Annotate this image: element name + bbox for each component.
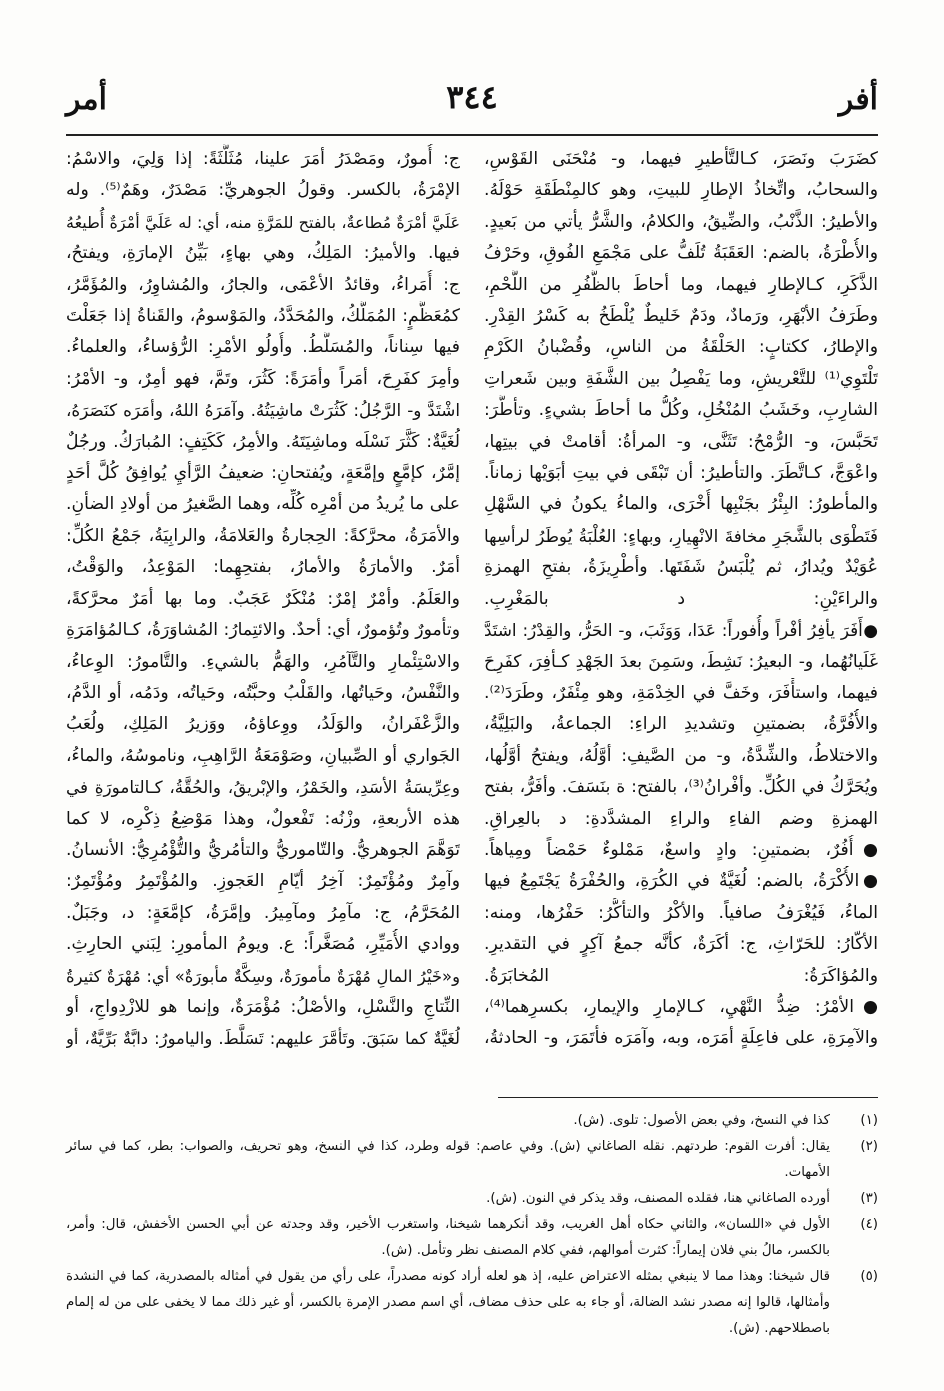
text-line: وعِرِّيسَةُ الأسَدِ، والخَمْرُ، والإبْريقُ، والحُقَّةُ، كـالتامورَةِ في: [66, 777, 460, 798]
text-line: المُحَرَّمُ، ج: مآمِرُ ومآمِيرُ. وإمَّرَةُ، كإمَّعَةٍ: د، وجَبَلٌ.: [66, 902, 460, 923]
text-line: تَحَبَّسَ، و- الرُّمْحُ: تَثَنَّى، و- المرأةُ: أقامتْ في بيتِها،: [484, 431, 878, 452]
footnote-text: يقال: أفرت القوم: طردتهم. نقله الصاغاني (ش). وفي عاصم: قوله وطرد، كذا في النسخ، وهو تحريف، والصواب: بطر، كما في سائر الأمهات.: [66, 1139, 830, 1180]
footnote-text: أورده الصاغاني هنا، فقلده المصنف، وقد يذكر في النون. (ش).: [486, 1191, 830, 1206]
text-line: اشْتَدَّ و- الرَّجُلُ: كَثُرَتْ ماشِيَتُهُ. وآمَرَهُ اللهُ، وأمَرَه كنَصَرَهُ،: [66, 400, 460, 421]
text-line: تَلْتَوِي⁽¹⁾ للتَّعْريشِ، وما يَفْصِلُ بين الشَّفَةِ وبين شَعراتِ: [484, 368, 878, 389]
text-line: والاختلاطُ، والشِّدَّةُ، و- من الصَّيفِ: أوَّلُهُ، ويفتحُ أوَّلُها،: [484, 745, 878, 766]
text-line: والآمِرَةِ، على فاعِلَةٍ أمَرَه، وبه، وآمَرَه فأتَمَرَ، و- الحادثةُ،: [484, 1028, 878, 1049]
text-line: على ما يُريدُ من أمْرِه كُلِّه، وهما الصَّغيرُ من أولادِ الضأنِ.: [66, 494, 460, 515]
text-line: ●أَفَرَ يأفِرُ أفْراً وأُفوراً: عَدَا، وَوَثَبَ، و- الحَرُّ، والقِدْرُ: اشتَدَّ: [484, 620, 878, 641]
text-line: لُغَيَّةٌ كما سَبَقَ. وتَأمَّرَ عليهم: تَسَلَّطَ. واليامورُ: دابَّةٌ بَرِّيَّةٌ، أو: [66, 1029, 460, 1049]
footnote-text: قال شيخنا: وهذا مما لا ينبغي بمثله الاعتراض عليه، إذ هو لعله أراد كونه مصدراً، على رأي من يقول في أمثاله بالمصدرية، كما في النشدة وأمثالها، قالوا إنه مصدر نشد الضالة، أو جاء به على حذف مضاف، أي اسم مصدر الإمرة بالكسر، أو غير ذلك مما لا يخفى على من له إلمام باصطلاحهم. (ش).: [66, 1269, 830, 1336]
footnote: [66, 1108, 878, 1134]
text-line: فيهما، واستأْفَرَ، وخَفَّ في الخِدْمَةِ، وهو مِئْفَرٌ، وطَرَدَ⁽²⁾.: [484, 682, 878, 703]
text-line: غَلَيانُهُما، و- البعيرُ: نَشِطَ، وسَمِنَ بعدَ الجَهْدِ كـأفِرَ، كفَرِحَ: [484, 651, 878, 672]
text-line: فيها. والأميرُ: المَلِكُ، وهي بهاءٍ، بَيِّنُ الإمارَةِ، ويفتحُ،: [66, 243, 460, 264]
footnote-number: (٢): [860, 1139, 878, 1154]
page-number: ٣٤٤: [446, 78, 498, 116]
text-line: إمَّرٌ، كإمَّعٍ وإمَّعَةٍ، ويُفتحانِ: ضعيفُ الرَّأيِ يُوافِقُ كُلَّ أحَدٍ: [66, 463, 460, 484]
text-line: وأمِرَ كفَرِحَ، أمَراً وأمَرَةً: كَثُرَ، وتَمَّ، فهو أمِرٌ، و- الأمْرُ:: [66, 368, 460, 389]
text-line: هذه الأربعةِ، وزْنُه: تَفْعولٌ، وهذا مَوْضِعُ ذِكْرِه، لا كما: [66, 808, 460, 829]
text-line: ويُحَرَّكُ في الكُلِّ. وأفْرانُ⁽³⁾، بالفتح: ة بنَسَفَ. وأفَرُّ، بفتح: [484, 777, 878, 798]
text-line: والمأطورُ: البِئْرُ بجَنْبِها أُخْرَى، والماءُ يكونُ في السَّهْلِ: [484, 494, 878, 515]
text-line: وآمِرٌ ومُؤْتَمِرٌ: آخِرُ أيّامِ العَجوزِ. والمُؤْتَمِرُ ومُؤْتَمِرٌ:: [66, 871, 460, 892]
text-line: والعَلَمُ. وأمْرٌ إمْرٌ: مُنْكَرٌ عَجَبٌ. وما بها أمَرٌ محرَّكةً،: [66, 588, 460, 609]
text-line: الجَواري أو الصِّبيانِ، وصَوْمَعَةُ الرَّاهِبِ، وناموسُهُ، والماءُ،: [66, 745, 460, 766]
text-line: ●الأمْرُ: ضِدُّ النَّهْيِ، كـالإمارِ والإيمارِ، بكسرِهما⁽⁴⁾،: [484, 996, 878, 1017]
footnote: [66, 1264, 878, 1342]
footnote-number: (٥): [860, 1269, 878, 1284]
footnotes: [66, 1108, 878, 1342]
text-line: تَوَهَّمَ الجوهريُّ. والتّاموريُّ والتأمُريُّ والتُّؤْمُرِيُّ: الأنسانُ.: [66, 839, 460, 860]
footnote-text: الأول في «اللسان»، والثاني حكاه أهل الغريب، وقد أنكرهما شيخنا، واستغرب الأخير، وقد وجدته عن أبي الحسن الأخفش، قال: وأمر، بالكسر، مالُ بني فلان إيماراً: كثرت أموالهم، ففي كلام المصنف نظر وتأمل. (ش).: [66, 1217, 830, 1258]
footnote: [66, 1134, 878, 1186]
text-line: والأطيرُ: الذَّنْبُ، والضِّيقُ، والكلامُ، والشَّرُّ يأتي من بَعيدٍ.: [484, 211, 878, 232]
headword-right: أفر: [838, 82, 878, 117]
text-line: أمَرٌ. والأمارَةُ والأمارُ، بفتحِهِما: المَوْعِدُ، والوَقْتُ،: [66, 557, 460, 578]
footnote-number: (٣): [860, 1191, 878, 1206]
running-head: [66, 78, 878, 130]
text-line: والإطارُ، ككتابٍ: الحَلْقَةُ من الناسِ، وقُضْبانُ الكَرْمِ: [484, 337, 878, 358]
text-line: ج: أُمورٌ، ومَصْدَرُ أمَرَ علينا، مُثَلَّثَةً: إذا وَلِيَ، والاسْمُ:: [66, 149, 460, 169]
text-line: لُغَيَّةٌ: كَثَّرَ نَسْلَه وماشِيَتَهُ. والأمِرُ، كَكَتِفٍ: المُبارَكُ. ورجُلٌ: [66, 431, 460, 452]
text-line: واعْوَجَّ، كـاتَّطَرَ. والتأطيرُ: أن تَبْقَى في بيتِ أبَوَيْها زماناً.: [484, 463, 878, 484]
text-line: ج: أُمَراءُ، وقائدُ الأعْمَى، والجارُ، والمُشاوِرُ، والمُؤَمَّرُ،: [66, 274, 460, 295]
text-line: والزَّعْفَرانُ، والوَلَدُ، ووِعاؤهُ، ووَزيرُ المَلِكِ، ولُعَبُ: [66, 714, 460, 735]
text-line: والسحابُ، واتِّخاذُ الإطارِ للبيتِ، وهو كالمِنْطَقَةِ حَوْلَهُ.: [484, 180, 878, 201]
text-line: عَلَيَّ أمْرَةٌ مُطاعةٌ، بالفتح للمَرَّةِ منه، أي: له عَلَيَّ أمْرَةٌ أُطيعُهُ: [66, 212, 460, 232]
text-line: و«خَيْرُ المالِ مُهْرَةٌ مأمورَةٌ، وسِكَّةٌ مأبورَةٌ» أي: مُهْرَةٌ كثيرةُ: [66, 966, 460, 986]
text-line: كضَرَبَ ونَصَرَ، كـالتَّأطيرِ فيهما، و- مُنْحَنَى القَوْسِ،: [484, 149, 878, 169]
text-line: الذَّكَرِ، كـالإطارِ فيهما، وما أحاطَ بالظُّفُرِ من اللَّحْمِ،: [484, 274, 878, 295]
text-line: الهمزةِ وضم الفاءِ والراءِ المشدَّدةِ: د بالعِراقِ.: [484, 808, 878, 829]
footnote-text: كذا في النسخ، وفي بعض الأصول: تلوى. (ش).: [573, 1113, 830, 1128]
header-rule: [66, 134, 878, 136]
text-line: ●الأُكْرَةُ، بالضم: لُغَيَّةٌ في الكُرَةِ، والحُفْرَةُ يَجْتَمِعُ فيها: [484, 871, 878, 892]
right-column: [484, 144, 878, 1084]
text-line: كمُعَظَّمٍ: المُمَلَّكُ، والمُحَدَّدُ، والمَوْسومُ، والقَناةُ إذا جَعَلْتَ: [66, 306, 460, 327]
text-line: ●أُفُرٌ، بضمتينِ: وادٍ واسعٌ، مَمْلوءٌ حَمْضاً ومِياهاً.: [484, 839, 878, 860]
footnote-number: (١): [860, 1113, 878, 1128]
text-line: الأكّارُ: للحَرّاثِ، ج: أكَرَةٌ، كأنَّه جمعُ آكِرٍ في التقديرِ.: [484, 934, 878, 955]
text-line: الشارِبِ، وخَشَبُ المُنْخُلِ، وكُلُّ ما أحاطَ بشيءٍ. وتأطَّرَ:: [484, 400, 878, 421]
text-line: والأُطْرَةُ، بالضم: العَقَبَةُ تُلَفُّ على مَجْمَعِ الفُوقِ، وحَرْفُ: [484, 243, 878, 264]
text-line: النِّتاجِ والنَّسْلِ، والأصْلُ: مُؤْمَرَةٌ، وإنما هو للازْدِواجِ، أو: [66, 996, 460, 1017]
headword-left: أمر: [66, 82, 107, 117]
footnote: [66, 1212, 878, 1264]
text-line: والمُؤاكَرَةُ: المُخابَرَةُ.: [484, 965, 878, 986]
text-line: عُوَيْدٌ ويُدارُ، ثم يُلْبَسُ شَفَتَها. وأطْرِيزَةُ، بفتحِ الهمزةِ: [484, 557, 878, 578]
text-line: وطَرَفُ الأبْهَرِ، ورَمادٌ، ودَمٌ خَليطٌ يُلْطَخُ به كَسْرُ القِدْرِ.: [484, 306, 878, 327]
text-line: وتأمورٌ وتُؤمورٌ، أي: أحدٌ. والائتِمارُ: المُشاوَرَةُ، كـالمُؤامَرَةِ: [66, 620, 460, 641]
text-line: ووادي الأُمَيِّرِ، مُصَغَّراً: ع. ويومُ المأمورِ: لِبَني الحارِثِ.: [66, 934, 460, 955]
text-line: والأُفُرَّةُ، بضمتينِ وتشديدِ الراءِ: الجماعةُ، والبَلِيَّةُ،: [484, 714, 878, 735]
text-line: فَتَطْوَى بالشَّجَرِ مخافةَ الانْهِيارِ، وبهاءٍ: العُلْبَةُ يُوطَرُ لرأسِها: [484, 525, 878, 546]
footnote-number: (٤): [860, 1217, 878, 1232]
text-line: الإمْرَةُ، بالكسر. وقولُ الجوهريِّ: مَصْدَرٌ، وهَمٌ⁽⁵⁾. وله: [66, 180, 460, 201]
text-line: الماءُ، فَيُغْرَفُ صافياً. والأكْرُ والتأكُّرُ: حَفْرُها، ومنه:: [484, 902, 878, 923]
left-column: [66, 144, 460, 1084]
text-line: فيها سِناناً، والمُسَلَّطُ. وأُولُو الأمْرِ: الرُّؤساءُ، والعلماءُ.: [66, 337, 460, 358]
text-line: والاسْتِئْمارِ والتَّآمُرِ، والهَمُّ بالشيءِ. والتَّامورُ: الوِعاءُ،: [66, 651, 460, 672]
footnote-rule: [498, 1097, 878, 1098]
footnote: [66, 1186, 878, 1212]
text-line: والنَّفْسُ، وحَياتُها، والقَلْبُ وحبَّتُه، وحَياتُه، ودَمُه، أو الدَّمُ،: [66, 682, 460, 703]
text-line: والأمَرَةُ، محرَّكةً: الحِجارةُ والعَلامَةُ، والرابِيَةُ، جَمْعُ الكُلِّ:: [66, 525, 460, 546]
text-line: والراءَيْنِ: د بالمَغْرِبِ.: [484, 588, 878, 609]
